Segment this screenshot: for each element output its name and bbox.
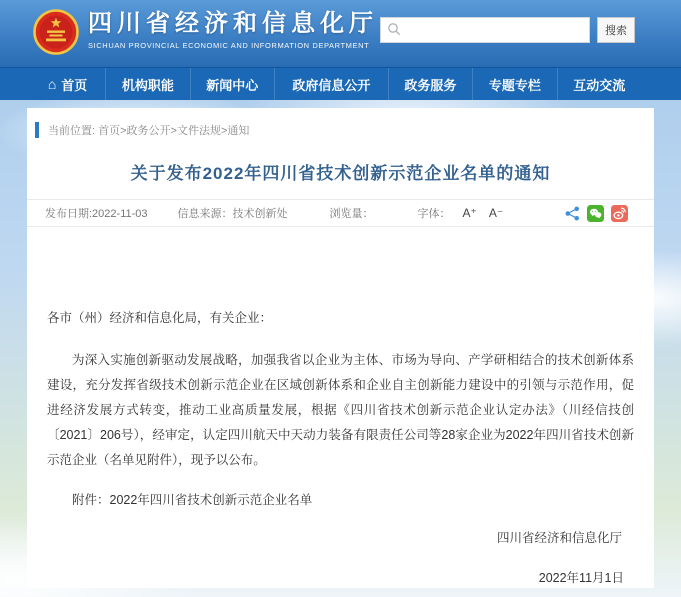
- site-title: 四川省经济和信息化厅: [88, 10, 378, 37]
- search-icon: [387, 22, 401, 36]
- nav-item-topics[interactable]: [472, 68, 556, 100]
- share-buttons: [565, 205, 628, 222]
- nav-item-gov-info[interactable]: [274, 68, 388, 100]
- nav-item-label: 政务服务: [404, 77, 457, 93]
- nav-item-label: 专题专栏: [488, 77, 541, 93]
- content-panel: [27, 108, 654, 588]
- issuer-signature: 四川省经济和信息化厅: [496, 531, 622, 545]
- font-decrease-button[interactable]: A⁻: [488, 206, 504, 220]
- nav-item-label: 机构职能: [121, 77, 174, 93]
- article-body: [27, 306, 654, 512]
- nav-item-home[interactable]: [30, 68, 105, 100]
- site-subtitle: SICHUAN PROVINCIAL ECONOMIC AND INFORMATION DEPARTMENT: [88, 41, 370, 50]
- breadcrumb: [35, 122, 654, 138]
- breadcrumb-text[interactable]: 当前位置: 首页>政务公开>文件法规>通知: [48, 125, 250, 137]
- attachment-line[interactable]: 附件：2022年四川省技术创新示范企业名单: [72, 493, 313, 507]
- nav-item-label: 首页: [61, 77, 88, 93]
- breadcrumb-accent-bar: [35, 122, 39, 138]
- nav-item-functions[interactable]: [105, 68, 189, 100]
- nav-item-interaction[interactable]: [557, 68, 641, 100]
- salutation: 各市（州）经济和信息化局，有关企业：: [47, 311, 273, 325]
- weibo-share-icon[interactable]: [611, 205, 628, 222]
- share-icon[interactable]: [565, 206, 580, 221]
- wechat-share-icon[interactable]: [587, 205, 604, 222]
- issue-date: 2022年11月1日: [538, 571, 624, 585]
- article-title: 关于发布2022年四川省技术创新示范企业名单的通知: [130, 164, 551, 183]
- national-emblem-logo: [33, 9, 79, 55]
- view-count: 浏览量：: [329, 208, 374, 220]
- font-size-label: 字体：: [417, 208, 451, 220]
- nav-item-services[interactable]: [388, 68, 472, 100]
- search-input[interactable]: [380, 17, 590, 43]
- font-increase-button[interactable]: A⁺: [462, 206, 477, 220]
- info-source: 信息来源：技术创新处: [177, 208, 288, 220]
- nav-item-label: 政府信息公开: [292, 77, 371, 93]
- nav-item-label: 互动交流: [573, 77, 626, 93]
- search-bar: [380, 17, 635, 43]
- main-nav: [0, 67, 681, 100]
- article-meta-bar: [27, 199, 654, 227]
- nav-item-news[interactable]: [190, 68, 274, 100]
- nav-item-label: 新闻中心: [206, 77, 259, 93]
- home-icon: ⌂: [47, 76, 57, 92]
- site-branding: [88, 10, 378, 50]
- site-header: [0, 0, 681, 67]
- search-button[interactable]: 搜索: [597, 17, 635, 43]
- notice-paragraph: 为深入实施创新驱动发展战略，加强我省以企业为主体、市场为导向、产学研相结合的技术创新体系建设，充分发挥省级技术创新示范企业在区域创新体系和企业自主创新能力建设中的引领与示范作用，促进经济发展方式转变，推动工业高质量发展，根据《四川省技术创新示范企业认定办法》（川经信技创〔2021〕206号），经审定，认定四川航天中天动力装备有限责任公司等28家企业为2022年四川省技术创新示范企业（名单见附件），现予以公布。: [47, 353, 634, 467]
- publish-date: 发布日期:2022-11-03: [45, 208, 148, 220]
